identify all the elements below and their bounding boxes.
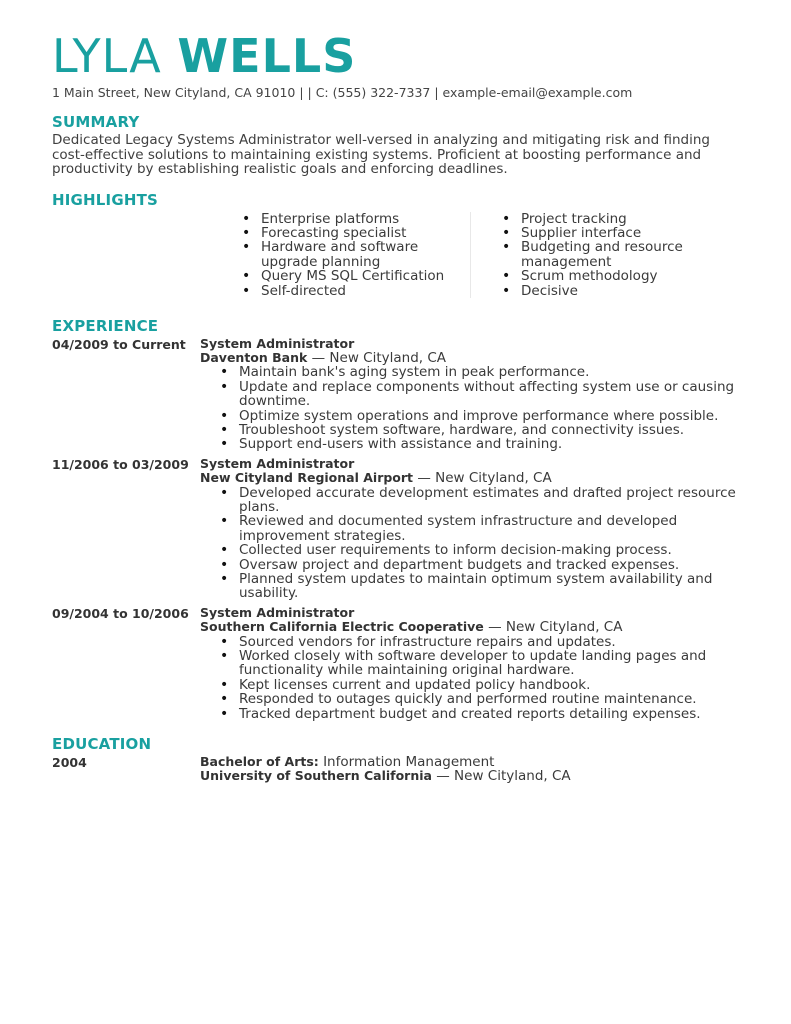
job-bullet: • Tracked department budget and created reports detailing expenses. — [210, 707, 742, 721]
highlight-item: • Query MS SQL Certification — [232, 269, 472, 283]
company-name: Southern California Electric Cooperative — [200, 619, 484, 635]
job-dates: 04/2009 to Current — [52, 336, 186, 352]
job-bullet: • Reviewed and documented system infrastructure and developed improvement strategies. — [210, 514, 742, 543]
job-title: System Administrator — [200, 455, 355, 471]
job-bullet: • Worked closely with software developer to update landing pages and functionality while maintaining original hardware. — [210, 649, 742, 678]
job-bullets — [210, 635, 742, 721]
education-heading: EDUCATION — [52, 735, 152, 754]
highlights-heading: HIGHLIGHTS — [52, 190, 159, 209]
job-body — [200, 337, 742, 452]
job-location: New Cityland, CA — [435, 470, 552, 487]
job-entry — [52, 337, 742, 452]
company-name: New Cityland Regional Airport — [200, 470, 414, 486]
candidate-name — [52, 30, 742, 82]
job-bullets — [210, 486, 742, 601]
education-entry — [52, 755, 742, 784]
highlights-section — [52, 212, 742, 302]
school-line — [200, 769, 742, 783]
job-dates: 09/2004 to 10/2006 — [52, 605, 189, 621]
job-title: System Administrator — [200, 604, 355, 620]
highlights-left-list — [232, 212, 472, 298]
separator: — — [417, 470, 431, 487]
school-location: New Cityland, CA — [454, 768, 571, 785]
job-bullet: • Responded to outages quickly and performed routine maintenance. — [210, 692, 742, 706]
highlights-right-list — [492, 212, 692, 298]
experience-heading: EXPERIENCE — [52, 316, 159, 335]
summary-heading: SUMMARY — [52, 113, 140, 131]
job-bullet: • Collected user requirements to inform decision-making process. — [210, 543, 742, 557]
degree-label: Bachelor of Arts: — [200, 754, 319, 770]
degree-line — [200, 755, 742, 769]
job-entry — [52, 606, 742, 721]
separator: — — [436, 768, 450, 785]
job-bullets — [210, 365, 742, 451]
highlight-item: • Scrum methodology — [492, 269, 692, 283]
job-body — [200, 606, 742, 721]
job-bullet: • Oversaw project and department budgets and tracked expenses. — [210, 558, 742, 572]
highlight-item: • Forecasting specialist — [232, 226, 472, 240]
job-title: System Administrator — [200, 335, 355, 351]
job-body — [200, 457, 742, 601]
highlights-divider — [470, 212, 471, 298]
job-bullet: • Update and replace components without affecting system use or causing downtime. — [210, 380, 742, 409]
company-line — [200, 351, 742, 365]
first-name: LYLA — [52, 29, 162, 83]
job-location: New Cityland, CA — [329, 349, 447, 366]
resume-page — [52, 30, 742, 784]
job-bullet: • Kept licenses current and updated policy handbook. — [210, 678, 742, 692]
highlight-item: • Self-directed — [232, 284, 472, 298]
education-body — [200, 755, 742, 784]
highlight-item: • Budgeting and resource management — [492, 240, 692, 269]
separator: — — [311, 349, 326, 366]
school-name: University of Southern California — [200, 768, 432, 784]
education-year: 2004 — [52, 755, 87, 771]
company-line — [200, 471, 742, 485]
degree-field: Information Management — [323, 754, 495, 771]
job-bullet: • Planned system updates to maintain optimum system availability and usability. — [210, 572, 742, 601]
summary-text: Dedicated Legacy Systems Administrator well-versed in analyzing and mitigating risk and finding cost-effective solutions to maintaining existing systems. Proficient at boosting performance and productivity by establishing realistic goals and enforcing deadlines. — [52, 132, 710, 177]
separator: — — [488, 619, 502, 636]
highlight-item: • Project tracking — [492, 212, 692, 226]
highlight-item: • Supplier interface — [492, 226, 692, 240]
job-bullet: • Sourced vendors for infrastructure repairs and updates. — [210, 635, 742, 649]
job-location: New Cityland, CA — [505, 619, 623, 636]
job-bullet: • Optimize system operations and improve performance where possible. — [210, 409, 742, 423]
job-bullet: • Troubleshoot system software, hardware, and connectivity issues. — [210, 423, 742, 437]
job-bullet: • Support end-users with assistance and training. — [210, 437, 742, 451]
highlight-item: • Enterprise platforms — [232, 212, 472, 226]
job-bullet: • Developed accurate development estimates and drafted project resource plans. — [210, 486, 742, 515]
job-dates: 11/2006 to 03/2009 — [52, 456, 189, 472]
highlight-item: • Decisive — [492, 284, 692, 298]
contact-info: 1 Main Street, New Cityland, CA 91010 | | C: (555) 322-7337 | example-email@example.com — [52, 85, 633, 100]
job-bullet: • Maintain bank's aging system in peak performance. — [210, 365, 742, 379]
highlight-item: • Hardware and software upgrade planning — [232, 240, 472, 269]
job-entry — [52, 457, 742, 601]
last-name: WELLS — [177, 29, 357, 83]
company-name: Daventon Bank — [200, 349, 308, 365]
company-line — [200, 620, 742, 634]
